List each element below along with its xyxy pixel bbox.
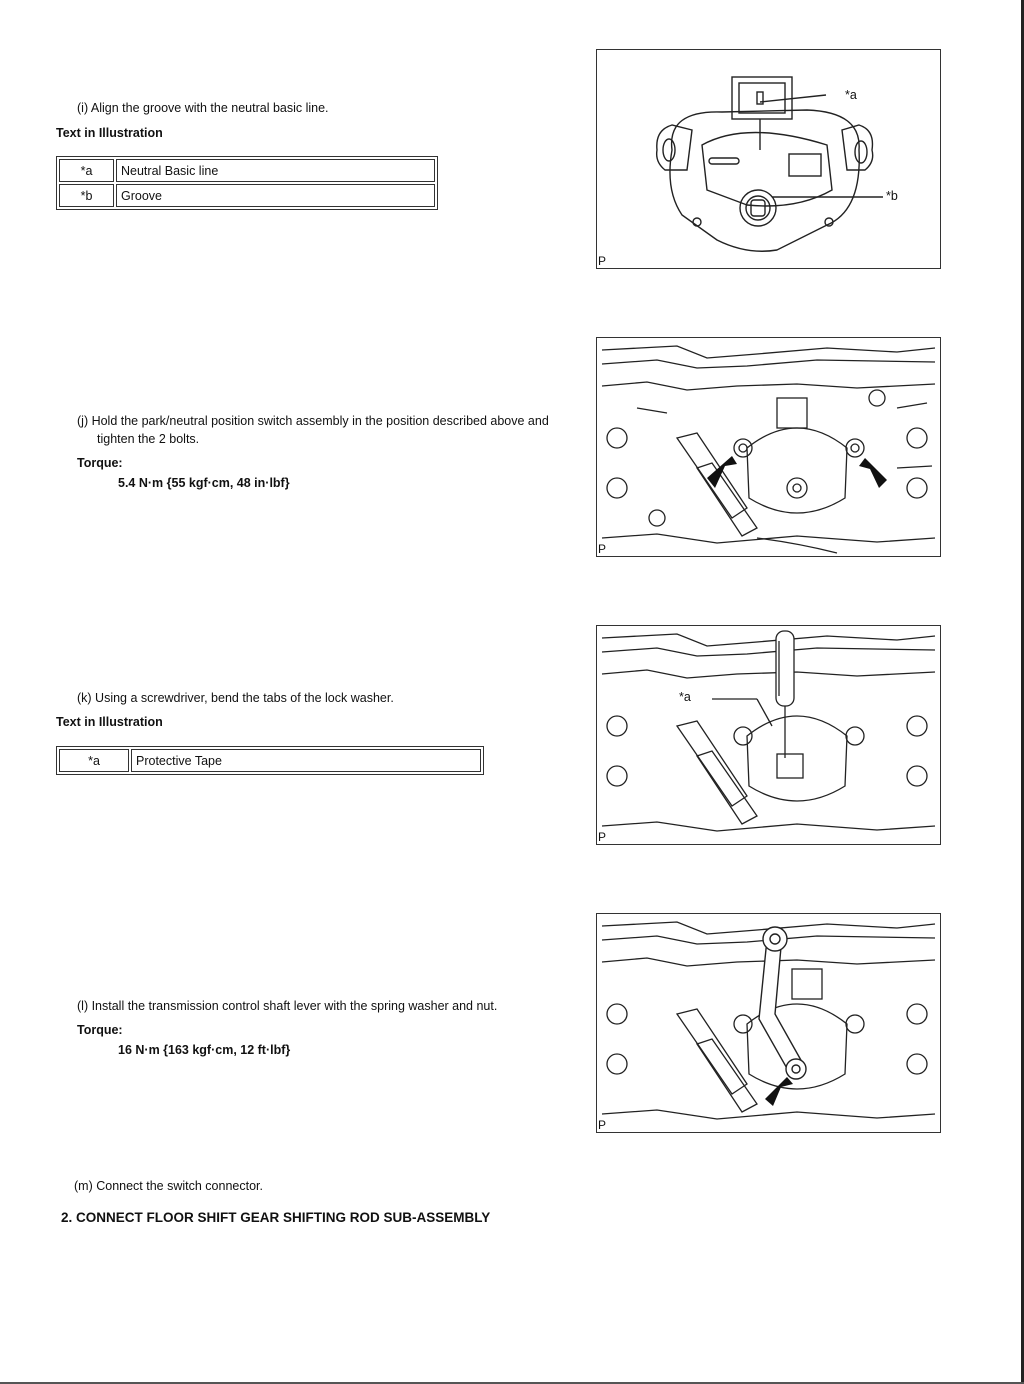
- figure-bend-tabs: [596, 625, 941, 845]
- step-j-text-line2: tighten the 2 bolts.: [97, 432, 200, 446]
- step-k-legend-title: Text in Illustration: [56, 715, 163, 729]
- figure-neutral-switch: [596, 49, 941, 269]
- step-i-text: (i) Align the groove with the neutral basic line.: [77, 101, 329, 115]
- step-i-legend-table: [56, 156, 438, 210]
- table-row: [59, 159, 435, 182]
- step-l-text: (l) Install the transmission control shaft lever with the spring washer and nut.: [77, 999, 498, 1013]
- table-row: [59, 749, 481, 772]
- figure-callout-b: *b: [886, 189, 898, 203]
- legend-label: Protective Tape: [131, 749, 481, 772]
- legend-key: *a: [59, 749, 129, 772]
- step-l-torque-label: Torque:: [77, 1023, 123, 1037]
- legend-key: *b: [59, 184, 114, 207]
- step-i-legend-title: Text in Illustration: [56, 126, 163, 140]
- legend-label: Neutral Basic line: [116, 159, 435, 182]
- step-j-torque-label: Torque:: [77, 456, 123, 470]
- step-k-text: (k) Using a screwdriver, bend the tabs of the lock washer.: [77, 691, 394, 705]
- figure-corner-label: P: [598, 254, 607, 268]
- figure-callout-a: *a: [845, 88, 857, 102]
- step-m-text: (m) Connect the switch connector.: [74, 1179, 263, 1193]
- figure-corner-label: P: [598, 1118, 607, 1132]
- step-l-torque-value: 16 N·m {163 kgf·cm, 12 ft·lbf}: [118, 1043, 291, 1057]
- arrow-icon: [597, 914, 940, 1132]
- section-heading: 2. CONNECT FLOOR SHIFT GEAR SHIFTING ROD SUB-ASSEMBLY: [61, 1210, 491, 1225]
- table-row: [59, 184, 435, 207]
- legend-label: Groove: [116, 184, 435, 207]
- engine-diagram-icon: [597, 50, 940, 268]
- figure-corner-label: P: [598, 542, 607, 556]
- figure-install-lever: [596, 913, 941, 1133]
- figure-callout-a: *a: [679, 690, 691, 704]
- screwdriver-icon: [597, 626, 940, 844]
- step-j-text-line1: (j) Hold the park/neutral position switch assembly in the position described above and: [77, 414, 549, 428]
- figure-corner-label: P: [598, 830, 607, 844]
- step-k-legend-table: [56, 746, 484, 775]
- arrow-icon: [597, 338, 940, 556]
- figure-tighten-bolts: [596, 337, 941, 557]
- legend-key: *a: [59, 159, 114, 182]
- step-j-torque-value: 5.4 N·m {55 kgf·cm, 48 in·lbf}: [118, 476, 290, 490]
